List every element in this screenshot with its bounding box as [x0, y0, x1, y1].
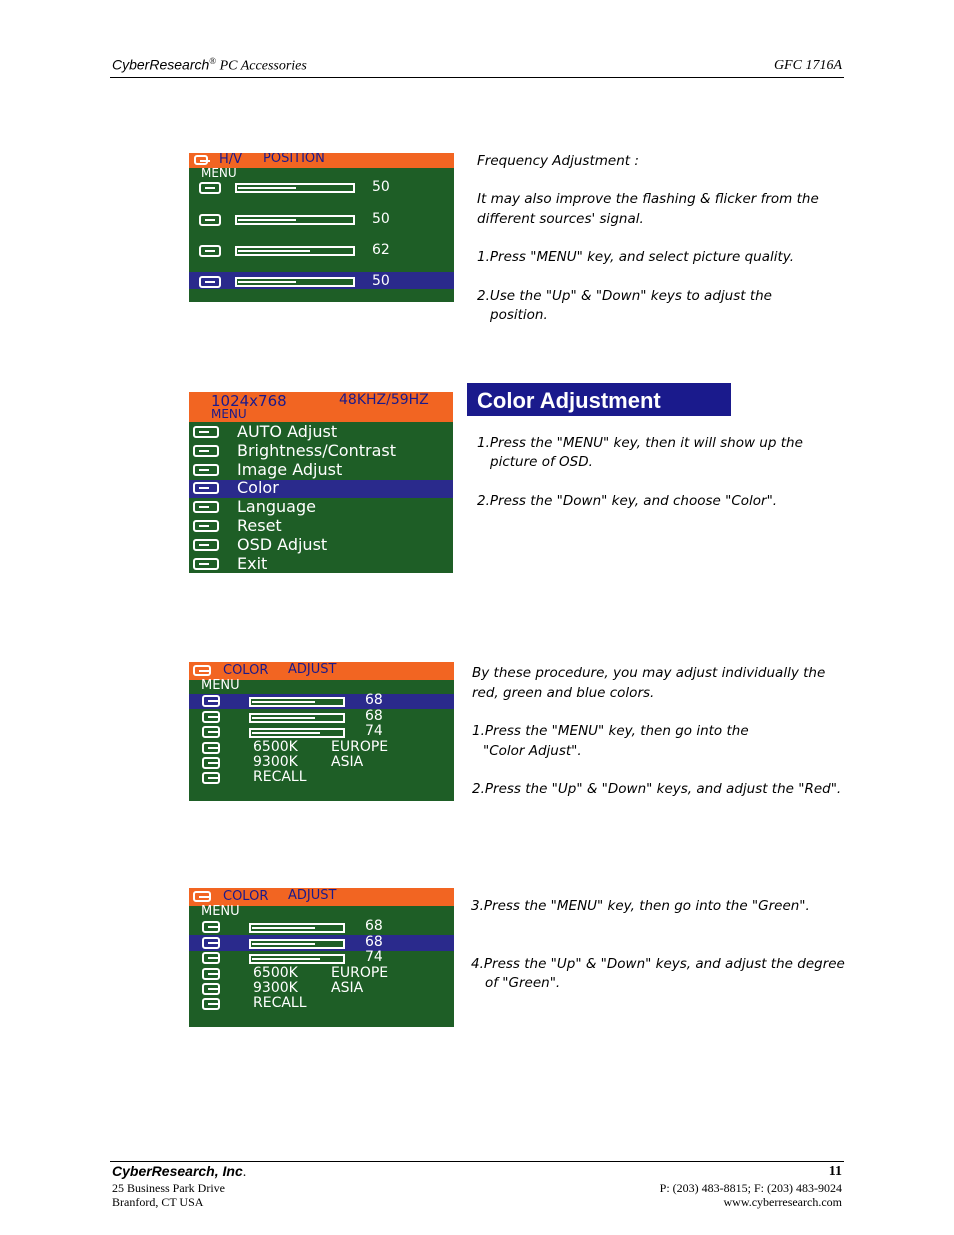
slider-fill [238, 187, 296, 189]
registered-mark: ® [209, 56, 217, 66]
footer-address-2: Branford, CT USA [112, 1195, 204, 1209]
preset-label: 6500K [253, 739, 298, 755]
brightness-icon [193, 445, 219, 457]
hv-menu-label: MENU [201, 166, 237, 180]
color-menu-label: MENU [201, 904, 240, 919]
frequency-title: Frequency Adjustment : [477, 153, 639, 169]
exit-icon [193, 558, 219, 570]
slider-fill [252, 958, 320, 960]
color-step1-line1: 1.Press the "MENU" key, then it will show up the [477, 435, 803, 451]
hv-position-icon [194, 155, 208, 165]
menu-item-label: OSD Adjust [237, 534, 328, 554]
preset-label: 9300K [253, 754, 298, 770]
color-adjust-panel-red [189, 662, 454, 801]
preset-region: ASIA [331, 980, 364, 996]
6500k-icon [202, 742, 220, 754]
osd-icon [193, 539, 219, 551]
footer-phone: P: (203) 483-8815; F: (203) 483-9024 [659, 1181, 842, 1195]
hv-title-right: POSITION [263, 153, 325, 166]
preset-region: ASIA [331, 754, 364, 770]
header-model: GFC 1716A [773, 58, 842, 73]
image-icon [193, 464, 219, 476]
color-slider [249, 954, 345, 964]
color-title-right: ADJUST [288, 662, 337, 677]
color-step2: 2.Press the "Down" key, and choose "Color". [477, 493, 778, 509]
brand-name: CyberResearch [112, 56, 210, 73]
9300k-icon [202, 757, 220, 769]
slider-value: 50 [372, 211, 390, 227]
menu-item-label: Image Adjust [237, 459, 343, 479]
color2-step4-line2: of "Green". [485, 975, 561, 991]
footer-company-dot: . [242, 1165, 247, 1180]
vertical-position-icon [199, 214, 221, 226]
color1-step2: 2.Press the "Up" & "Down" keys, and adjust the "Red". [472, 781, 842, 797]
footer-web: www.cyberresearch.com [723, 1195, 842, 1209]
color2-step4-line1: 4.Press the "Up" & "Down" keys, and adjust the degree [471, 956, 845, 972]
position-slider [235, 215, 355, 225]
color-slider [249, 697, 345, 707]
preset-label: 9300K [253, 980, 298, 996]
color-slider [249, 939, 345, 949]
resolution-text: 1024x768 [211, 392, 287, 410]
main-menu-selected-row [189, 480, 453, 498]
language-icon [193, 501, 219, 513]
color-slider [249, 923, 345, 933]
slider-value: 68 [365, 918, 383, 934]
color-title-right: ADJUST [288, 888, 337, 903]
menu-item-label: Reset [237, 516, 282, 535]
9300k-icon [202, 983, 220, 995]
color1-step1-line2: "Color Adjust". [483, 743, 582, 759]
color-icon [193, 665, 211, 676]
menu-item-label: Brightness/Contrast [237, 440, 396, 460]
frequency-p1-line2: different sources' signal. [477, 211, 644, 227]
slider-fill [252, 717, 315, 719]
main-menu-label: MENU [211, 407, 247, 421]
slider-fill [238, 281, 296, 283]
color-menu-label: MENU [201, 678, 240, 693]
slider-value: 62 [372, 242, 390, 258]
header-brand [112, 56, 307, 75]
color-adjust-panel-green [189, 888, 454, 1027]
color-slider [249, 713, 345, 723]
footer-address-1: 25 Business Park Drive [112, 1181, 225, 1195]
blue-icon [202, 952, 220, 964]
color1-p1-line2: red, green and blue colors. [472, 685, 655, 701]
slider-fill [252, 943, 315, 945]
green-icon [202, 937, 220, 949]
color2-step3: 3.Press the "MENU" key, then go into the "Green". [471, 898, 810, 914]
slider-value: 74 [365, 949, 383, 965]
menu-item-label: AUTO Adjust [237, 422, 338, 441]
menu-item-label: Exit [237, 553, 268, 573]
frequency-p1-line1: It may also improve the flashing & flicker from the [477, 191, 819, 207]
slider-fill [252, 927, 315, 929]
header-subtitle: PC Accessories [216, 58, 307, 74]
slider-value: 68 [365, 692, 383, 708]
footer-company [112, 1163, 246, 1181]
footer-company-name: CyberResearch, Inc [112, 1163, 243, 1179]
recall-icon [202, 998, 220, 1010]
slider-fill [252, 732, 320, 734]
slider-fill [238, 250, 310, 252]
frequency-step1: 1.Press "MENU" key, and select picture quality. [477, 249, 795, 265]
red-icon [202, 695, 220, 707]
position-slider [235, 246, 355, 256]
color-icon [193, 482, 219, 494]
slider-fill [252, 701, 315, 703]
header-rule [110, 77, 844, 78]
auto-icon [193, 426, 219, 438]
slider-value: 68 [365, 708, 383, 724]
slider-value: 74 [365, 723, 383, 739]
green-icon [202, 711, 220, 723]
slider-value: 50 [372, 273, 390, 289]
clock-icon [199, 276, 221, 288]
blue-icon [202, 726, 220, 738]
phase-icon [199, 245, 221, 257]
preset-region: EUROPE [331, 739, 389, 755]
color-title-left: COLOR [223, 663, 269, 678]
preset-label: RECALL [253, 995, 307, 1011]
color-adjustment-heading: Color Adjustment [467, 383, 731, 416]
page-number: 11 [828, 1164, 842, 1179]
hv-position-panel [189, 153, 454, 302]
color-icon [193, 891, 211, 902]
slider-value: 68 [365, 934, 383, 950]
menu-item-label: Language [237, 497, 316, 517]
color1-step1-line1: 1.Press the "MENU" key, then go into the [472, 723, 749, 739]
frequency-text: 48KHZ/59HZ [339, 392, 429, 408]
color-slider [249, 728, 345, 738]
preset-label: 6500K [253, 965, 298, 981]
color-step1-line2: picture of OSD. [490, 454, 593, 470]
main-menu-panel [189, 392, 453, 573]
position-slider [235, 183, 355, 193]
menu-item-label: Color [237, 478, 279, 498]
hv-title-left: H/V [219, 153, 243, 167]
footer-rule [110, 1161, 844, 1162]
red-icon [202, 921, 220, 933]
frequency-step2-line2: position. [490, 307, 548, 323]
slider-fill [238, 219, 296, 221]
preset-label: RECALL [253, 769, 307, 785]
horizontal-position-icon [199, 182, 221, 194]
slider-value: 50 [372, 179, 390, 195]
position-slider [235, 277, 355, 287]
color1-p1-line1: By these procedure, you may adjust individually the [472, 665, 826, 681]
preset-region: EUROPE [331, 965, 389, 981]
reset-icon [193, 520, 219, 532]
color-title-left: COLOR [223, 889, 269, 904]
6500k-icon [202, 968, 220, 980]
recall-icon [202, 772, 220, 784]
frequency-step2-line1: 2.Use the "Up" & "Down" keys to adjust the [477, 288, 772, 304]
